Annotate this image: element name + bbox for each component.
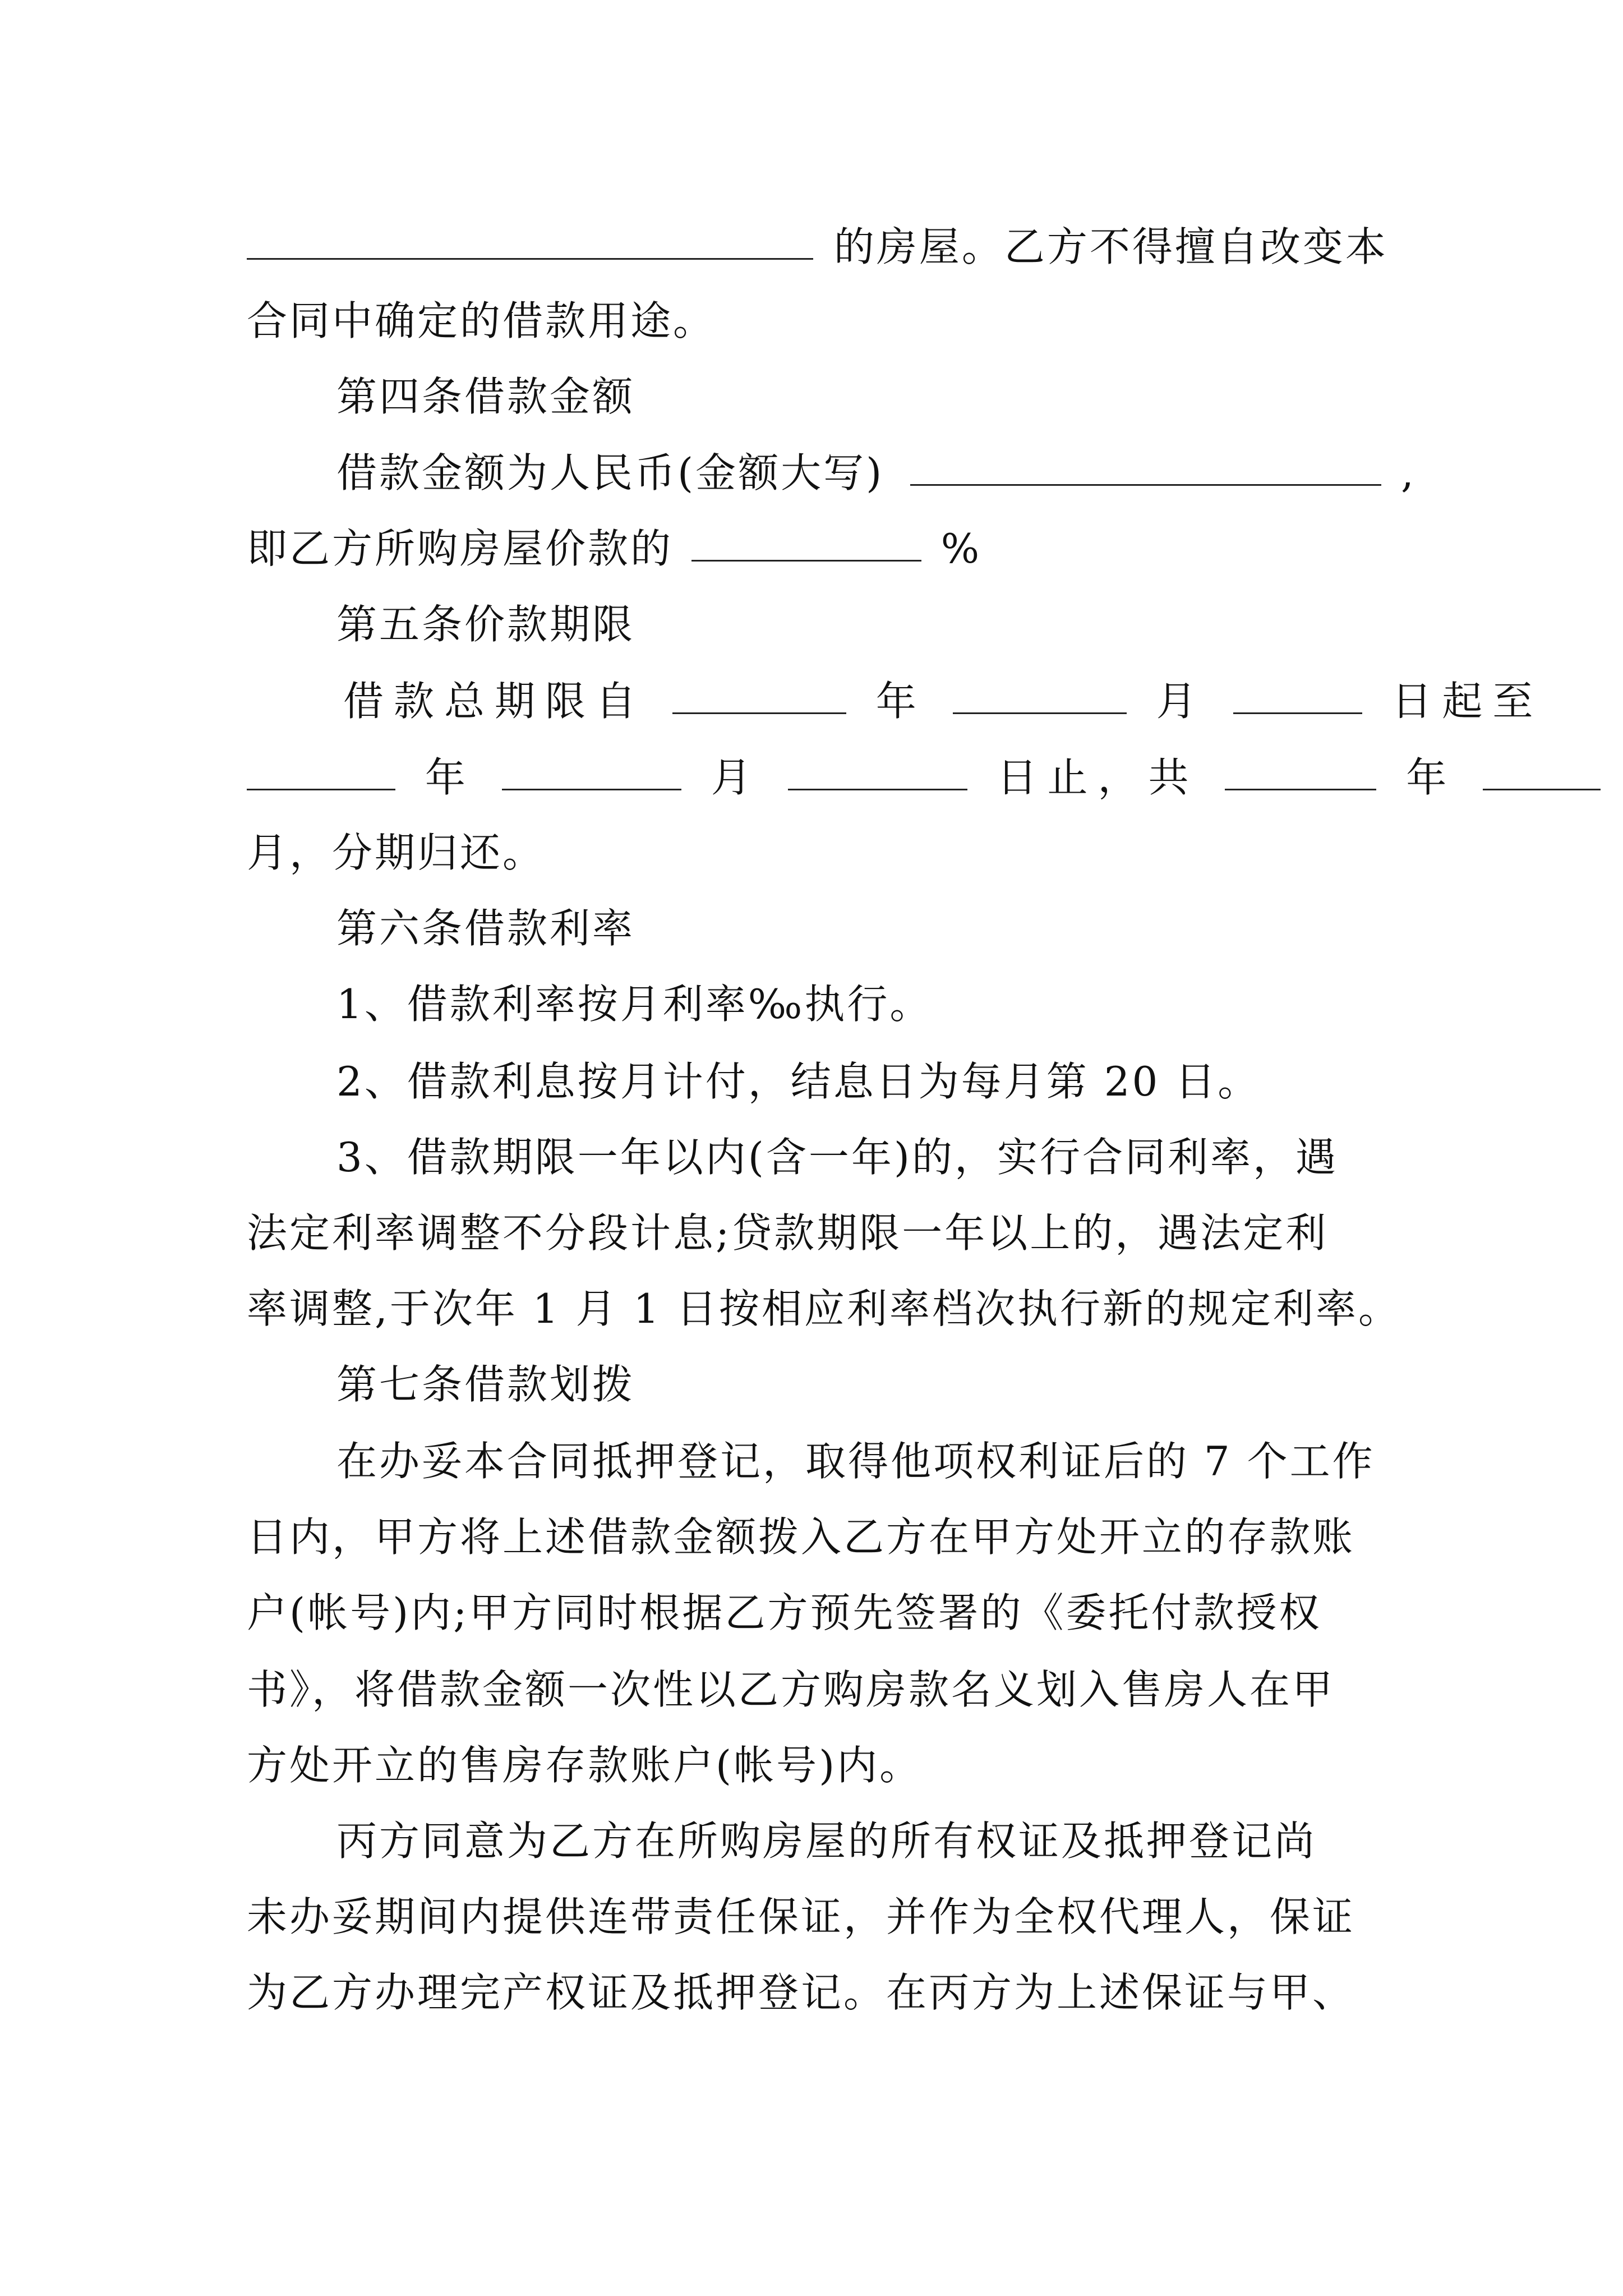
text-line xyxy=(0,445,1623,501)
text-line xyxy=(0,1737,1623,1793)
fill-in-blank[interactable] xyxy=(910,445,1381,486)
text-line xyxy=(0,1281,1623,1337)
text-segment: 借款总期限自 xyxy=(343,678,647,725)
text-segment: 第五条价款期限 xyxy=(336,601,635,648)
text-segment: 月 xyxy=(711,754,762,801)
fill-in-blank[interactable] xyxy=(788,749,967,790)
text-line xyxy=(0,1433,1623,1489)
fill-in-blank[interactable] xyxy=(672,673,846,714)
fill-in-blank[interactable] xyxy=(1225,749,1376,790)
text-line xyxy=(0,1129,1623,1185)
text-segment: 3、借款期限一年以内(含一年)的，实行合同利率，遇 xyxy=(336,1134,1338,1181)
text-line xyxy=(0,1813,1623,1869)
fill-in-blank[interactable] xyxy=(1233,673,1362,714)
text-segment: 未办妥期间内提供连带责任保证，并作为全权代理人，保证 xyxy=(247,1893,1355,1940)
text-line xyxy=(0,1509,1623,1565)
text-line xyxy=(0,1964,1623,2021)
text-line xyxy=(0,749,1623,806)
fill-in-blank[interactable] xyxy=(953,673,1127,714)
text-line xyxy=(0,293,1623,349)
text-segment: 2、借款利息按月计付，结息日为每月第 20 日。 xyxy=(336,1058,1261,1105)
text-segment: 率调整,于次年 1 月 1 日按相应利率档次执行新的规定利率。 xyxy=(247,1285,1401,1332)
section-heading xyxy=(0,596,1623,652)
text-line xyxy=(0,1205,1623,1261)
fill-in-blank[interactable] xyxy=(247,749,395,790)
section-heading xyxy=(0,369,1623,425)
text-segment: 月 xyxy=(1156,678,1207,725)
text-segment: 日内，甲方将上述借款金额拨入乙方在甲方处开立的存款账 xyxy=(247,1513,1355,1561)
text-segment: 即乙方所购房屋价款的 xyxy=(247,525,674,572)
section-heading xyxy=(0,1356,1623,1412)
text-line xyxy=(0,673,1623,729)
text-segment: 日止，共 xyxy=(997,754,1199,801)
text-segment: 借款金额为人民币(金额大写) xyxy=(336,449,884,496)
fill-in-blank[interactable] xyxy=(1483,749,1601,790)
text-line xyxy=(0,521,1623,577)
text-segment: 在办妥本合同抵押登记，取得他项权利证后的 7 个工作 xyxy=(336,1438,1375,1485)
text-segment: 年 xyxy=(1406,754,1457,801)
fill-in-blank[interactable] xyxy=(691,521,921,562)
text-line xyxy=(0,1889,1623,1945)
text-segment: 年 xyxy=(425,754,476,801)
text-segment: 丙方同意为乙方在所购房屋的所有权证及抵押登记尚 xyxy=(336,1818,1317,1865)
text-line xyxy=(0,219,1623,275)
text-line xyxy=(0,976,1623,1032)
text-segment: 方处开立的售房存款账户(帐号)内。 xyxy=(247,1742,923,1789)
text-segment: 为乙方办理完产权证及抵押登记。在丙方为上述保证与甲、 xyxy=(247,1969,1355,2016)
text-segment: 法定利率调整不分段计息;贷款期限一年以上的，遇法定利 xyxy=(247,1209,1329,1257)
text-line xyxy=(0,825,1623,881)
text-segment: 第六条借款利率 xyxy=(336,905,635,952)
text-segment: % xyxy=(940,525,982,572)
text-segment: 书》，将借款金额一次性以乙方购房款名义划入售房人在甲 xyxy=(247,1666,1335,1713)
text-segment: 1、借款利率按月利率‰执行。 xyxy=(336,981,933,1028)
fill-in-blank[interactable] xyxy=(502,749,681,790)
text-segment: 第七条借款划拨 xyxy=(336,1361,635,1408)
text-segment: 户(帐号)内;甲方同时根据乙方预先签署的《委托付款授权 xyxy=(247,1589,1322,1636)
text-segment: 的房屋。乙方不得擅自改变本 xyxy=(833,223,1388,270)
text-line xyxy=(0,1662,1623,1718)
text-segment: 合同中确定的借款用途。 xyxy=(247,297,716,344)
text-segment: 月，分期归还。 xyxy=(247,829,546,876)
text-segment: 年 xyxy=(875,678,926,725)
fill-in-blank[interactable] xyxy=(247,219,813,260)
text-segment: , xyxy=(1400,449,1416,496)
text-segment: 第四条借款金额 xyxy=(336,373,635,420)
section-heading xyxy=(0,900,1623,956)
text-line xyxy=(0,1053,1623,1110)
text-segment: 日起至 xyxy=(1391,678,1543,725)
text-line xyxy=(0,1585,1623,1641)
